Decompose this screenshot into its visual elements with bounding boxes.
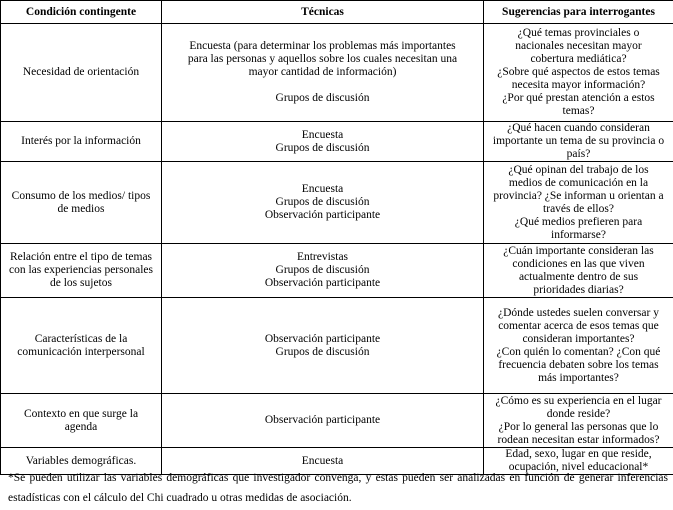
cell-suggestions <box>484 122 673 162</box>
line-gap <box>165 79 480 92</box>
cell-line: Variables demográficas. <box>25 454 137 467</box>
cell-line: con las experiencias personales <box>8 264 153 276</box>
cell-line: Grupos de discusión <box>275 345 370 358</box>
cell-line: Grupos de discusión <box>275 141 370 154</box>
cell-line: Observación participante <box>264 209 381 221</box>
cell-line: para las personas y aquellos sobre los cuales necesitan una <box>187 53 458 65</box>
cell-suggestions <box>484 244 673 298</box>
cell-line: Observación participante <box>264 414 381 426</box>
cell-line: Grupos de discusión <box>275 196 370 208</box>
cell-line: Relación entre el tipo de temas <box>9 251 153 263</box>
cell-line: actualmente dentro de sus <box>518 270 639 283</box>
cell-line: de los sujetos <box>50 277 112 289</box>
cell-suggestions <box>484 162 673 244</box>
cell-condition <box>1 122 162 162</box>
cell-line: ¿Cómo es su experiencia en el lugar <box>495 394 662 407</box>
cell-line: medios de comunicación en la <box>508 176 649 189</box>
table-row <box>1 244 673 298</box>
cell-line: donde reside? <box>546 407 611 420</box>
table-body <box>1 24 673 475</box>
cell-techniques <box>162 298 484 394</box>
cell-condition <box>1 394 162 448</box>
table-row <box>1 394 673 448</box>
cell-line: Observación participante <box>264 277 381 289</box>
cell-line: agenda <box>64 420 98 433</box>
cell-line: ¿Cuán importante consideran las <box>503 244 654 257</box>
cell-line: Encuesta <box>301 454 344 467</box>
cell-line: rodean necesitan estar informados? <box>497 433 660 446</box>
cell-condition <box>1 244 162 298</box>
cell-techniques <box>162 394 484 448</box>
cell-line: comentar acerca de esos temas que <box>498 319 659 332</box>
cell-line: frecuencia debaten sobre los temas <box>498 358 659 371</box>
cell-line: nacionales necesitan mayor <box>515 40 642 52</box>
cell-line: ¿Qué medios prefieren para <box>514 215 643 228</box>
cell-line: Observación participante <box>264 332 381 345</box>
cell-techniques <box>162 244 484 298</box>
cell-condition <box>1 24 162 122</box>
cell-line: ¿Qué hacen cuando consideran <box>507 122 650 134</box>
cell-condition <box>1 162 162 244</box>
cell-line: Encuesta <box>301 128 344 141</box>
cell-line: condiciones en las que viven <box>512 257 645 270</box>
cell-line: través de ellos? <box>543 202 614 215</box>
cell-line: más importantes? <box>538 371 619 384</box>
cell-line: provincia? ¿Se informan u orientan a <box>493 189 664 202</box>
footnote: *Se pueden utilizar las variables demográficas que investigador convenga, y estas pueden ser analizadas en función de generar inferencias estadísticas con el cálculo del Chi cuadrado u otras medidas de asociación. <box>8 472 668 504</box>
cell-condition <box>1 298 162 394</box>
cell-line: Encuesta <box>301 183 344 195</box>
cell-line: consideran importantes? <box>522 332 635 345</box>
cell-techniques <box>162 162 484 244</box>
cell-line: comunicación interpersonal <box>17 345 145 358</box>
table-row <box>1 122 673 162</box>
cell-suggestions <box>484 298 673 394</box>
cell-line: ¿Sobre qué aspectos de estos temas <box>497 66 660 78</box>
cell-line: de medios <box>57 202 105 215</box>
cell-line: cobertura mediática? <box>530 53 627 65</box>
cell-suggestions <box>484 394 673 448</box>
cell-line: informarse? <box>551 228 606 241</box>
cell-suggestions <box>484 24 673 122</box>
header-condition: Condición contingente <box>1 1 162 24</box>
cell-line: ¿Por qué prestan atención a estos <box>502 92 655 104</box>
cell-line: Interés por la información <box>21 135 141 147</box>
cell-techniques <box>162 24 484 122</box>
cell-line: Grupos de discusión <box>275 264 370 276</box>
table-row <box>1 162 673 244</box>
cell-line: Consumo de los medios/ tipos <box>11 189 151 202</box>
cell-line: temas? <box>562 105 595 117</box>
table-row <box>1 24 673 122</box>
cell-line: Grupos de discusión <box>275 92 370 104</box>
cell-line: Encuesta (para determinar los problemas más importantes <box>189 40 456 52</box>
cell-line: Necesidad de orientación <box>22 66 140 78</box>
cell-line: Entrevistas <box>296 251 349 263</box>
cell-line: ocupación, nivel educacional* <box>508 461 649 473</box>
cell-line: ¿Qué opinan del trabajo de los <box>508 163 649 176</box>
cell-techniques <box>162 122 484 162</box>
cell-line: Edad, sexo, lugar en que reside, <box>505 448 652 460</box>
cell-line: ¿Dónde ustedes suelen conversar y <box>498 306 659 319</box>
cell-line: prioridades diarias? <box>533 283 624 296</box>
table-header-row <box>1 1 673 24</box>
header-techniques: Técnicas <box>162 1 484 24</box>
cell-line: ¿Por lo general las personas que lo <box>498 420 659 433</box>
cell-line: ¿Qué temas provinciales o <box>517 27 640 39</box>
cell-line: país? <box>566 148 591 160</box>
cell-line: mayor cantidad de información) <box>248 66 397 78</box>
cell-line: importante un tema de su provincia o <box>492 135 665 147</box>
cell-line: Características de la <box>34 332 128 345</box>
cell-line: ¿Con quién lo comentan? ¿Con qué <box>496 345 661 358</box>
table-row <box>1 298 673 394</box>
header-suggestions: Sugerencias para interrogantes <box>484 1 673 24</box>
cell-line: Contexto en que surge la <box>23 407 139 420</box>
cell-line: necesita mayor información? <box>511 79 646 91</box>
